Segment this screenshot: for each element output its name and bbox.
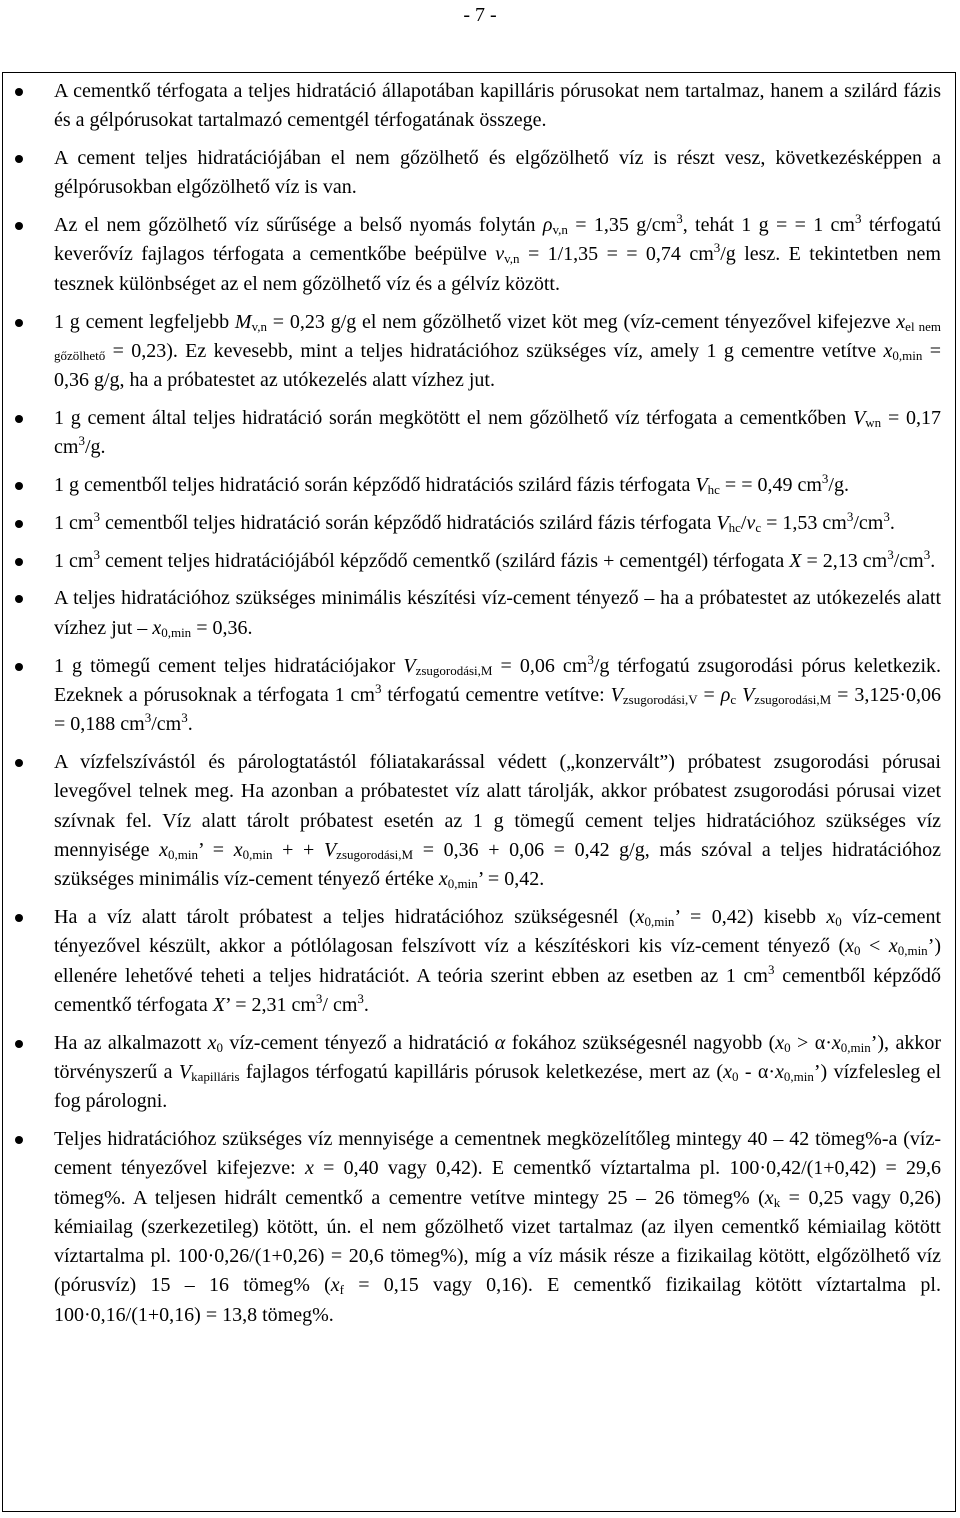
subscript: hc xyxy=(707,482,720,498)
subscript: 0,min xyxy=(892,347,923,363)
text-run: x xyxy=(233,838,243,861)
text-run: /g lesz. E tekintetben nem tesznek különbséget az el nem gőzölhető víz és a gélvíz között. xyxy=(54,243,941,295)
superscript: 3 xyxy=(78,433,85,449)
text-run: x xyxy=(304,1157,314,1180)
text-run: /cm xyxy=(151,713,182,736)
text-run: = 0,36 g/g, ha a próbatestet az utókezelés alatt vízhez jut. xyxy=(54,339,941,392)
subscript: 0 xyxy=(216,1039,223,1055)
content-frame xyxy=(2,72,956,1512)
text-run: x xyxy=(831,1031,841,1054)
text-run: víz-cement tényezővel készült, akkor a pótlólagosan felszívott víz a készítéskori kis víz-cement tényező ( xyxy=(54,905,942,958)
text-run: Ha az alkalmazott xyxy=(54,1031,208,1054)
text-run: = 0,25 vagy 0,26) kémiailag (szerkezetileg) kötött, ún. el nem gőzölhető vizet tartalmaz (az ilyen cementkő kémiailag kötött víztartalma pl. 100·0,26/(1+0,26) = 20,6 tömeg%), míg a víz másik része a fizikailag kötött, elgőzölhető víz (pórusvíz) 15 – 16 tömeg% ( xyxy=(54,1186,941,1297)
superscript: 3 xyxy=(846,508,854,524)
text-run: = xyxy=(697,683,721,706)
text-run: x xyxy=(826,905,836,928)
text-run: / xyxy=(740,511,747,534)
text-run: x xyxy=(775,1031,785,1054)
text-run: A cementkő térfogata a teljes hidratáció állapotában kapilláris pórusokat nem tartalmaz, hanem a szilárd fázis és a gélpórusokat tartalmazó cementgél térfogatának összege. xyxy=(54,80,941,132)
text-run: x xyxy=(764,1186,774,1209)
subscript: kapilláris xyxy=(191,1068,240,1084)
subscript: 0 xyxy=(731,1068,739,1084)
text-run: /cm xyxy=(893,549,924,572)
text-run: = 2,13 cm xyxy=(801,549,888,572)
bullet-item xyxy=(3,748,941,894)
text-run: x xyxy=(723,1060,732,1083)
text-run: = 3,125·0,06 = 0,188 cm xyxy=(54,683,942,736)
text-run: cementből képződő cementkő térfogata xyxy=(54,964,941,1016)
superscript: 3 xyxy=(713,240,721,256)
subscript: 0 xyxy=(835,913,842,929)
subscript: zsugorodási,V xyxy=(622,691,698,707)
subscript: v,n xyxy=(251,318,267,334)
subscript: zsugorodási,M xyxy=(754,691,832,707)
text-run: térfogatú cementre vetítve: xyxy=(381,683,611,706)
text-run: cementből teljes hidratáció során képződő hidratációs szilárd fázis térfogata xyxy=(99,511,717,534)
subscript: 0,min xyxy=(161,624,192,640)
text-run: X xyxy=(212,993,226,1016)
subscript: v,n xyxy=(552,222,568,238)
text-run: 1 g cement legfeljebb xyxy=(54,310,235,333)
text-run: / cm xyxy=(322,993,358,1016)
text-run: = 1,53 cm xyxy=(761,511,847,534)
text-run: x xyxy=(888,935,898,958)
text-run: x xyxy=(207,1031,217,1054)
subscript: 0,min xyxy=(783,1068,814,1084)
text-run: V xyxy=(695,474,708,497)
superscript: 3 xyxy=(144,710,152,726)
subscript: v,n xyxy=(504,251,520,267)
bullet-list xyxy=(3,73,955,1330)
text-run: ’ = 2,31 cm xyxy=(225,993,316,1016)
text-run: x xyxy=(775,1060,784,1083)
text-run: . xyxy=(363,993,369,1016)
text-run: . xyxy=(187,713,193,736)
bullet-item xyxy=(3,1029,941,1117)
text-run: - α· xyxy=(738,1060,776,1083)
text-run: 1 g cementből teljes hidratáció során képződő hidratációs szilárd fázis térfogata xyxy=(54,474,696,497)
bullet-item xyxy=(3,584,941,643)
text-run: fokához szükségesnél nagyobb ( xyxy=(505,1031,776,1054)
bullet-item xyxy=(3,211,941,299)
text-run: x xyxy=(845,935,855,958)
text-run: v xyxy=(495,243,505,266)
text-run: 1 g tömegű cement teljes hidratációjakor xyxy=(54,654,404,677)
superscript: 3 xyxy=(887,546,894,562)
superscript: 3 xyxy=(93,546,100,562)
subscript: 0,min xyxy=(242,846,273,862)
superscript: 3 xyxy=(883,508,890,524)
text-run: térfogatú keverővíz fajlagos térfogata a cementkőbe beépülve xyxy=(54,214,941,266)
subscript: c xyxy=(755,519,762,535)
text-run: V xyxy=(178,1060,192,1083)
bullet-item xyxy=(3,547,941,576)
text-run: = 1/1,35 = = 0,74 cm xyxy=(519,243,714,266)
subscript: el nem gőzölhető xyxy=(54,318,941,363)
superscript: 3 xyxy=(587,651,594,667)
bullet-item xyxy=(3,652,941,740)
text-run: 1 cm xyxy=(54,549,94,572)
superscript: 3 xyxy=(923,546,931,562)
text-run: = = 0,49 cm xyxy=(719,474,822,497)
superscript: 3 xyxy=(357,990,364,1006)
text-run: = 0,40 vagy 0,42). E cementkő víztartalma pl. 100·0,42/(1+0,42) = 29,6 tömeg%. A teljesen hidrált cementkő a cementre vetítve mintegy 25 – 26 tömeg% ( xyxy=(54,1157,942,1209)
text-run: /cm xyxy=(853,511,884,534)
subscript: wn xyxy=(865,414,882,430)
superscript: 3 xyxy=(93,508,100,524)
subscript: 0 xyxy=(854,943,861,959)
subscript: 0,min xyxy=(168,846,199,862)
subscript: f xyxy=(339,1282,344,1298)
bullet-item xyxy=(3,77,941,136)
bullet-item xyxy=(3,903,941,1020)
text-run: x xyxy=(330,1274,340,1297)
superscript: 3 xyxy=(854,211,862,227)
subscript: 0,min xyxy=(644,913,675,929)
text-run: 1 g cement által teljes hidratáció során megkötött el nem gőzölhető víz térfogata a cementkőben xyxy=(54,406,854,429)
bullet-item xyxy=(3,308,941,396)
text-run: ρ xyxy=(720,683,731,706)
text-run: M xyxy=(234,310,252,333)
subscript: 0,min xyxy=(840,1039,871,1055)
text-run: Az el nem gőzölhető víz sűrűsége a belső nyomás folytán xyxy=(54,214,543,237)
text-run: + + xyxy=(272,838,324,861)
text-run: /g. xyxy=(84,436,106,459)
superscript: 3 xyxy=(767,961,775,977)
text-run: = 0,17 cm xyxy=(54,406,941,459)
text-run: Ha a víz alatt tárolt próbatest a teljes hidratációhoz szükségesnél ( xyxy=(54,905,636,928)
subscript: 0 xyxy=(784,1039,791,1055)
text-run: v xyxy=(746,511,756,534)
text-run: V xyxy=(610,683,623,706)
bullet-item xyxy=(3,404,941,463)
text-run: A cement teljes hidratációjában el nem gőzölhető és elgőzölhető víz is részt vesz, következésképpen a gélpórusokban elgőzölhető víz is van. xyxy=(54,147,941,199)
text-run: A teljes hidratációhoz szükséges minimális készítési víz-cement tényező – ha a próbatestet az utókezelés alatt vízhez jut – xyxy=(54,587,941,639)
text-run: x xyxy=(438,868,448,891)
superscript: 3 xyxy=(821,471,829,487)
bullet-item xyxy=(3,1125,941,1330)
text-run: x xyxy=(896,310,906,333)
text-run: fajlagos térfogatú kapilláris pórusok keletkezése, mert az ( xyxy=(239,1060,724,1083)
text-run: ρ xyxy=(542,214,553,237)
bullet-item xyxy=(3,471,941,500)
superscript: 3 xyxy=(374,680,382,696)
text-run: V xyxy=(403,654,416,677)
text-run: = 1,35 g/cm xyxy=(567,214,677,237)
text-run: < xyxy=(860,935,889,958)
subscript: zsugorodási,M xyxy=(336,846,414,862)
text-run: ’) vízfelesleg el fog párologni. xyxy=(54,1060,942,1113)
text-run: ’ = 0,42) kisebb xyxy=(674,905,827,928)
subscript: c xyxy=(730,691,737,707)
text-run: ’) ellenére lehetővé teheti a teljes hidratációt. A teória szerint ebben az esetben az 1 cm xyxy=(54,935,942,987)
text-run: ’), akkor törvényszerű a xyxy=(54,1031,941,1083)
text-run: . xyxy=(930,549,936,572)
subscript: 0,min xyxy=(447,876,478,892)
text-run: V xyxy=(716,511,729,534)
superscript: 3 xyxy=(676,211,683,227)
text-run: V xyxy=(853,406,866,429)
text-run: víz-cement tényező a hidratáció xyxy=(222,1031,495,1054)
subscript: zsugorodási,M xyxy=(415,662,493,678)
text-run: x xyxy=(883,339,893,362)
text-run: 1 cm xyxy=(54,511,94,534)
text-run: Teljes hidratációhoz szükséges víz mennyisége a cementnek megközelítőleg mintegy 40 – 42 tömeg%-a (víz-cement tényezővel kifejezve: xyxy=(54,1128,941,1180)
text-run: X xyxy=(789,549,802,572)
text-run: x xyxy=(635,905,645,928)
text-run: α xyxy=(494,1031,506,1054)
text-run: , tehát 1 g = = 1 cm xyxy=(682,214,855,237)
superscript: 3 xyxy=(315,990,323,1006)
text-run: = 0,36 + 0,06 = 0,42 g/g, más szóval a teljes hidratációhoz szükséges minimális víz-cement tényező értéke xyxy=(54,838,941,891)
bullet-item xyxy=(3,509,941,538)
text-run: /g térfogatú zsugorodási pórus keletkezik. Ezeknek a pórusoknak a térfogata 1 cm xyxy=(54,654,942,706)
subscript: k xyxy=(773,1194,781,1210)
subscript: hc xyxy=(728,519,741,535)
text-run: cement teljes hidratációjából képződő cementkő (szilárd fázis + cementgél) térfogata xyxy=(99,549,790,572)
text-run: /g. xyxy=(828,474,849,497)
text-run: > α· xyxy=(790,1031,832,1054)
text-run: = 0,15 vagy 0,16). E cementkő fizikailag kötött víztartalma pl. 100·0,16/(1+0,16) = 13,8 tömeg%. xyxy=(54,1274,941,1326)
subscript: 0,min xyxy=(897,943,928,959)
text-run: = 0,23 g/g el nem gőzölhető vizet köt meg (víz-cement tényezővel kifejezve xyxy=(267,310,897,333)
text-run: ’ = 0,42. xyxy=(477,868,545,891)
text-run: ’ = xyxy=(198,838,234,861)
text-run: A vízfelszívástól és párologtatástól fóliatakarással védett („konzervált”) próbatest zsugorodási pórusai levegővel telnek meg. Ha azonban a próbatestet víz alatt tárolják, akkor próbatest zsugorodási pórusai vizet szívnak fel. Víz alatt tárolt próbatest esetén az 1 g tömegű cement teljes hidratációhoz szükséges víz mennyisége xyxy=(54,750,941,861)
text-run: = 0,36. xyxy=(191,616,253,639)
text-run: = 0,06 cm xyxy=(492,654,588,677)
text-run: . xyxy=(889,511,895,534)
text-run: V xyxy=(742,683,755,706)
superscript: 3 xyxy=(181,710,188,726)
bullet-item xyxy=(3,144,941,203)
page-number: - 7 - xyxy=(463,4,497,26)
text-run: x xyxy=(159,838,169,861)
text-run: = 0,23). Ez kevesebb, mint a teljes hidratációhoz szükséges víz, amely 1 g cementre vetítve xyxy=(105,339,884,362)
text-run: x xyxy=(152,616,162,639)
text-run: V xyxy=(323,838,337,861)
